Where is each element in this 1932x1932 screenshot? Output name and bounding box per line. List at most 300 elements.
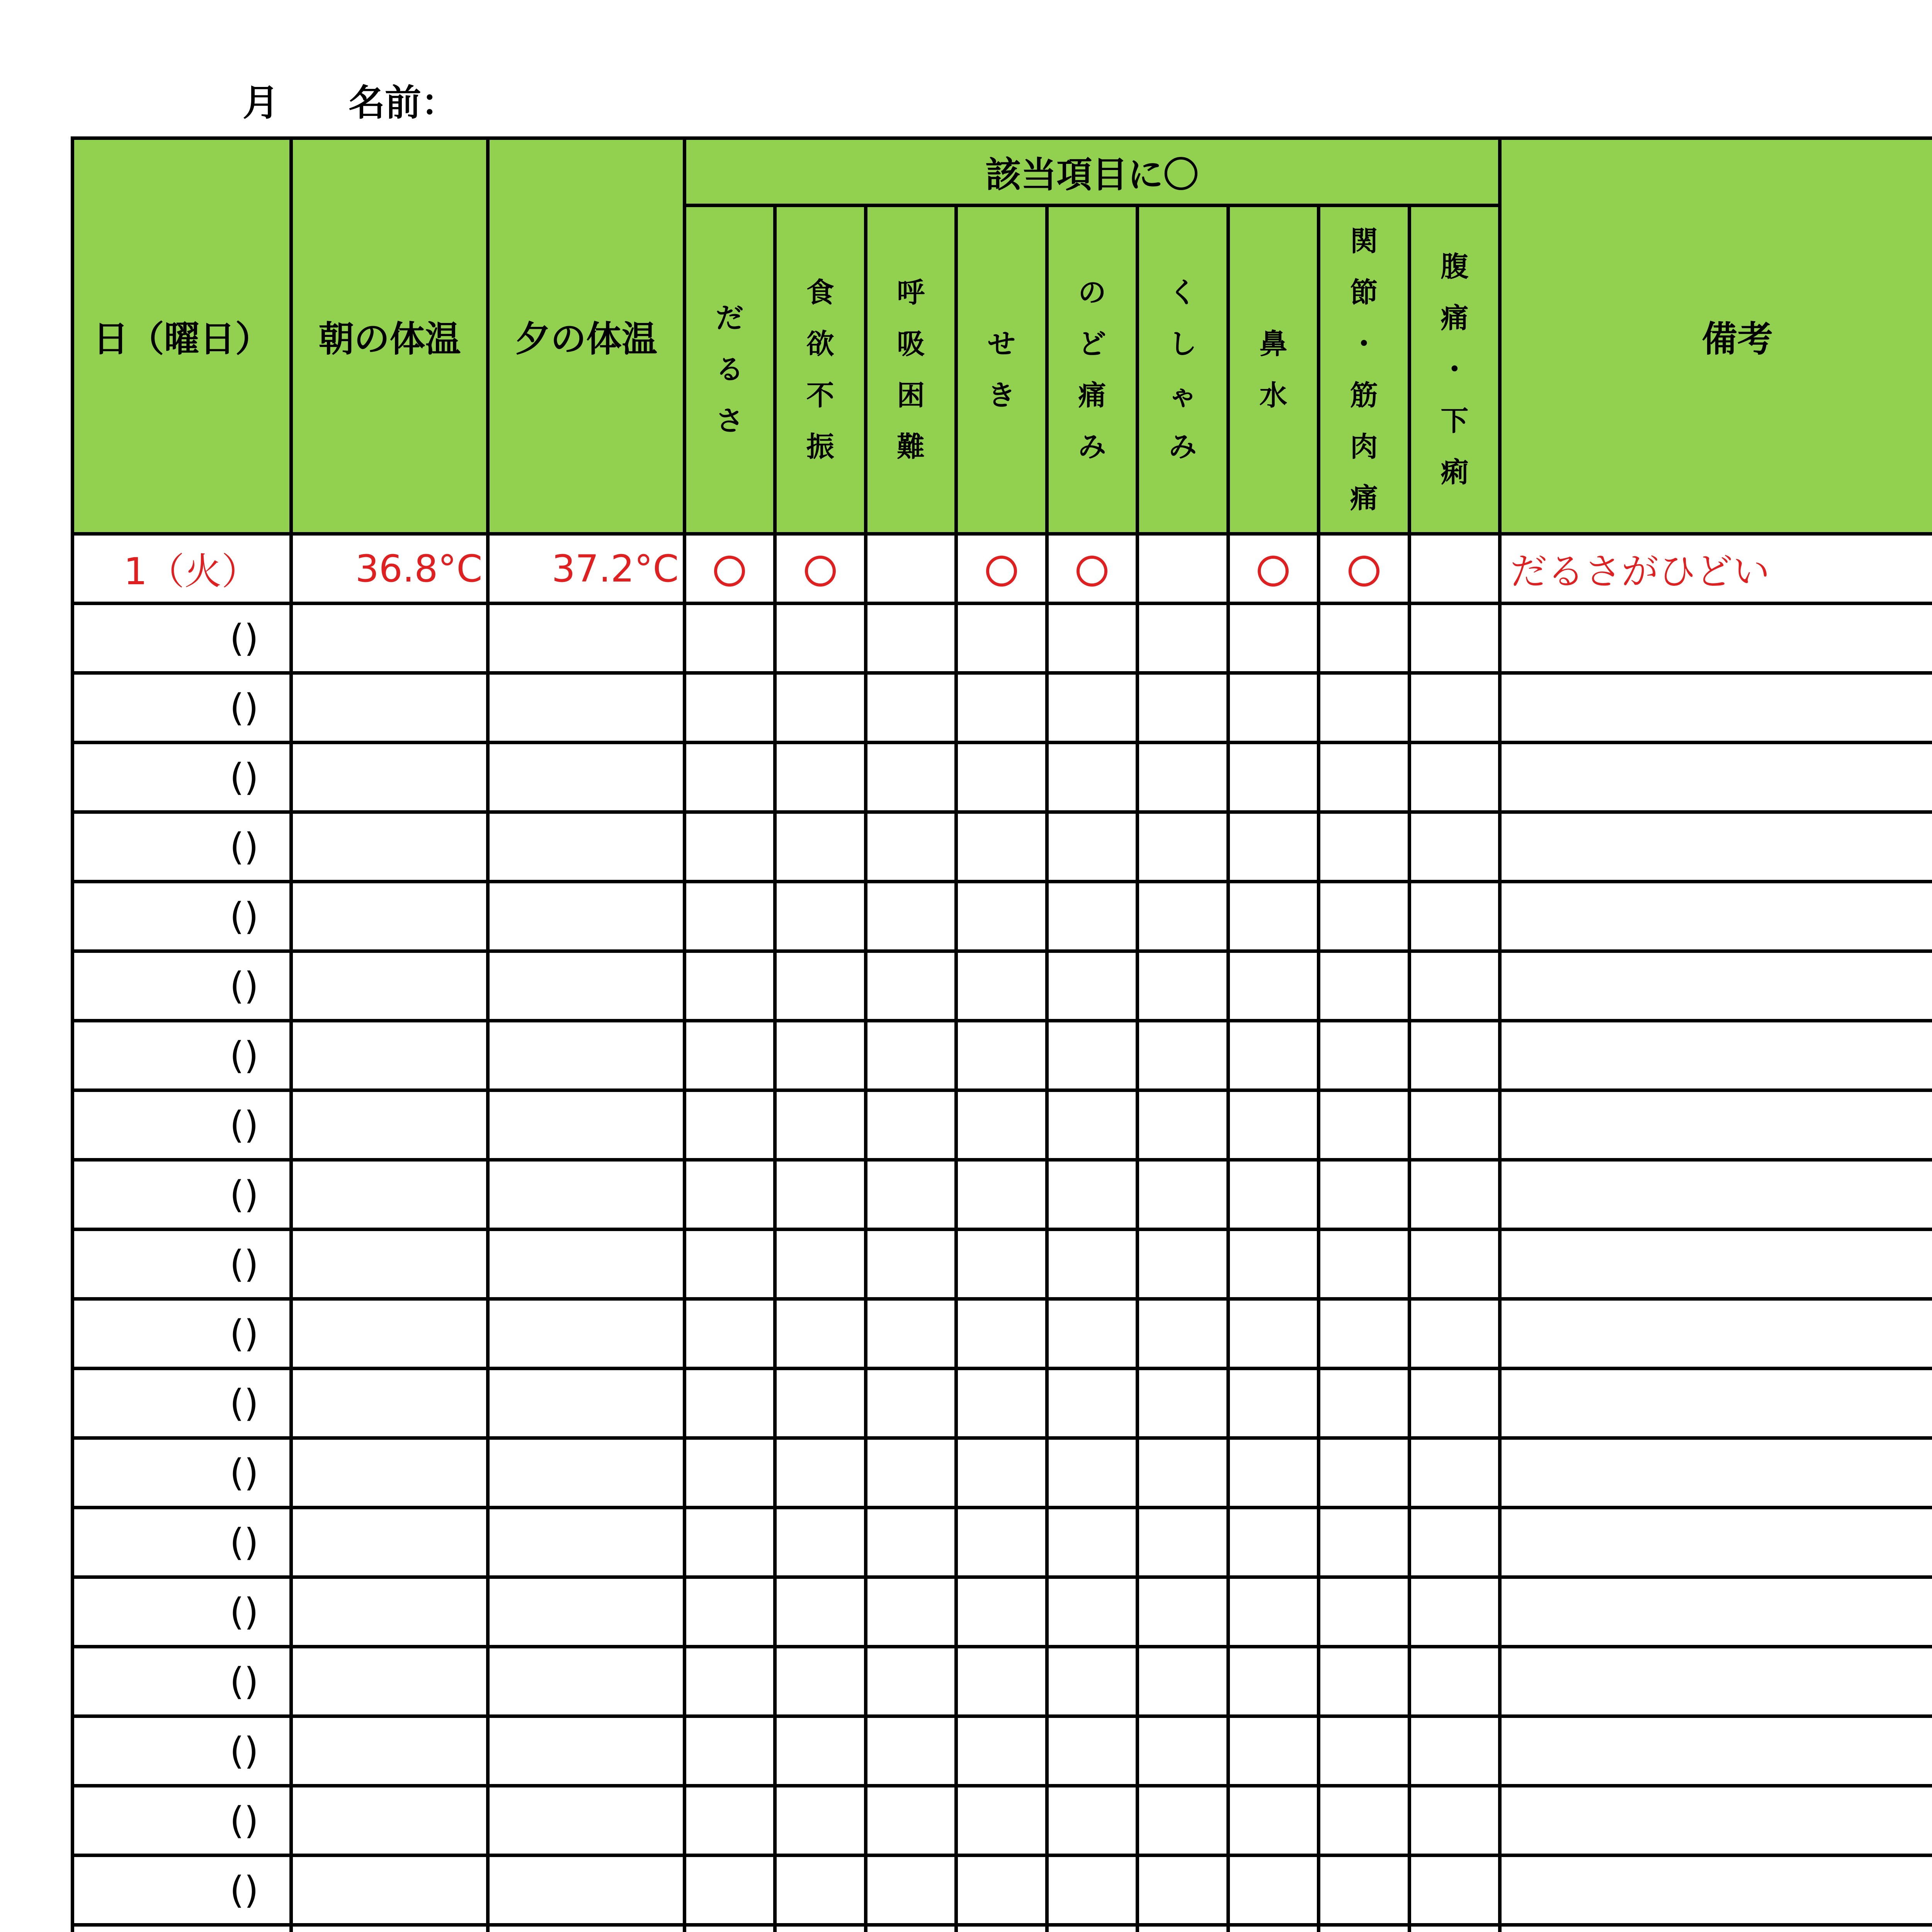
symptom-cell-fatigue[interactable]	[684, 882, 775, 951]
symptom-cell-joint-muscle-pain[interactable]	[1319, 1647, 1410, 1716]
symptom-cell-sore-throat[interactable]	[1047, 1577, 1138, 1647]
symptom-cell-abdominal-pain-diarrhea[interactable]	[1409, 951, 1500, 1021]
symptom-cell-sneeze[interactable]	[1138, 1855, 1228, 1925]
symptom-cell-runny-nose[interactable]	[1228, 812, 1319, 882]
symptom-cell-abdominal-pain-diarrhea[interactable]	[1409, 1021, 1500, 1090]
symptom-header-sore-throat	[1047, 206, 1138, 534]
symptom-cell-cough[interactable]	[956, 1230, 1047, 1299]
symptom-header-abdominal-pain-diarrhea	[1409, 206, 1500, 534]
symptom-header-cough	[956, 206, 1047, 534]
evening-temp-cell[interactable]	[488, 1369, 684, 1438]
symptom-cell-fatigue[interactable]	[684, 1925, 775, 1932]
symptom-cell-loss-of-appetite[interactable]	[775, 743, 866, 812]
evening-temp-cell[interactable]	[488, 673, 684, 743]
evening-temp-cell[interactable]	[488, 812, 684, 882]
morning-temp-cell[interactable]	[291, 812, 488, 882]
remarks-cell[interactable]	[1500, 1090, 1932, 1160]
symptom-char: 下	[1440, 405, 1469, 437]
remarks-cell[interactable]	[1500, 1230, 1932, 1299]
symptom-cell-cough[interactable]	[956, 743, 1047, 812]
symptom-char: 欲	[806, 327, 834, 360]
symptom-cell-sore-throat[interactable]	[1047, 1021, 1138, 1090]
day-cell: ()	[73, 1160, 291, 1230]
symptom-cell-abdominal-pain-diarrhea[interactable]	[1409, 534, 1500, 604]
symptom-cell-joint-muscle-pain[interactable]	[1319, 743, 1410, 812]
symptom-cell-joint-muscle-pain[interactable]	[1319, 1230, 1410, 1299]
symptom-cell-loss-of-appetite[interactable]	[775, 1786, 866, 1855]
morning-temp-cell[interactable]	[291, 1925, 488, 1932]
symptom-cell-joint-muscle-pain[interactable]	[1319, 1508, 1410, 1577]
table-row	[73, 604, 1932, 673]
symptom-group-header: 該当項目に〇	[684, 138, 1500, 206]
table-row	[73, 1090, 1932, 1160]
symptom-cell-abdominal-pain-diarrhea[interactable]	[1409, 812, 1500, 882]
morning-temp-cell[interactable]	[291, 1647, 488, 1716]
evening-temp-cell[interactable]	[488, 1299, 684, 1369]
symptom-cell-sore-throat[interactable]	[1047, 1855, 1138, 1925]
symptom-cell-sneeze[interactable]	[1138, 812, 1228, 882]
evening-temp-cell[interactable]	[488, 1716, 684, 1786]
symptom-cell-cough[interactable]	[956, 1925, 1047, 1932]
symptom-cell-sneeze[interactable]	[1138, 1021, 1228, 1090]
symptom-cell-sore-throat[interactable]	[1047, 1438, 1138, 1508]
symptom-cell-sneeze[interactable]	[1138, 1369, 1228, 1438]
symptom-cell-sore-throat[interactable]	[1047, 1369, 1138, 1438]
day-cell: ()	[73, 882, 291, 951]
day-cell: ()	[73, 1786, 291, 1855]
remarks-cell[interactable]	[1500, 1577, 1932, 1647]
symptom-cell-joint-muscle-pain[interactable]	[1319, 604, 1410, 673]
evening-temp-cell[interactable]	[488, 1508, 684, 1577]
symptom-cell-cough[interactable]	[956, 812, 1047, 882]
symptom-cell-cough[interactable]	[956, 673, 1047, 743]
symptom-cell-sore-throat[interactable]	[1047, 882, 1138, 951]
symptom-char: の	[1078, 276, 1106, 309]
symptom-cell-dyspnea[interactable]	[866, 882, 956, 951]
symptom-cell-dyspnea[interactable]	[866, 1021, 956, 1090]
symptom-cell-sneeze[interactable]	[1138, 1577, 1228, 1647]
remarks-cell[interactable]	[1500, 1369, 1932, 1438]
symptom-cell-dyspnea[interactable]	[866, 1090, 956, 1160]
remarks-cell[interactable]	[1500, 1647, 1932, 1716]
symptom-cell-loss-of-appetite[interactable]	[775, 1925, 866, 1932]
symptom-cell-loss-of-appetite[interactable]	[775, 812, 866, 882]
symptom-cell-loss-of-appetite[interactable]	[775, 1577, 866, 1647]
symptom-cell-cough[interactable]	[956, 604, 1047, 673]
symptom-cell-loss-of-appetite[interactable]	[775, 1160, 866, 1230]
symptom-cell-joint-muscle-pain[interactable]	[1319, 1716, 1410, 1786]
symptom-cell-runny-nose[interactable]	[1228, 1577, 1319, 1647]
remarks-cell[interactable]	[1500, 812, 1932, 882]
symptom-cell-fatigue[interactable]	[684, 1090, 775, 1160]
symptom-cell-fatigue[interactable]	[684, 1160, 775, 1230]
symptom-cell-loss-of-appetite[interactable]	[775, 673, 866, 743]
evening-temp-cell[interactable]	[488, 1647, 684, 1716]
symptom-cell-fatigue[interactable]	[684, 1021, 775, 1090]
day-cell: ()	[73, 1647, 291, 1716]
symptom-cell-loss-of-appetite[interactable]	[775, 1021, 866, 1090]
symptom-cell-joint-muscle-pain[interactable]	[1319, 812, 1410, 882]
table-row	[73, 1855, 1932, 1925]
symptom-cell-abdominal-pain-diarrhea[interactable]	[1409, 1508, 1500, 1577]
symptom-cell-joint-muscle-pain[interactable]	[1319, 1021, 1410, 1090]
symptom-cell-sneeze[interactable]	[1138, 951, 1228, 1021]
symptom-cell-abdominal-pain-diarrhea[interactable]	[1409, 1090, 1500, 1160]
morning-temp-cell[interactable]	[291, 882, 488, 951]
symptom-cell-sore-throat[interactable]	[1047, 1508, 1138, 1577]
morning-temp-cell[interactable]	[291, 1438, 488, 1508]
symptom-cell-cough[interactable]	[956, 1786, 1047, 1855]
symptom-cell-runny-nose[interactable]	[1228, 1716, 1319, 1786]
health-record-table	[71, 136, 1932, 1932]
symptom-cell-dyspnea[interactable]	[866, 1160, 956, 1230]
symptom-cell-dyspnea[interactable]	[866, 743, 956, 812]
symptom-cell-sneeze[interactable]	[1138, 882, 1228, 951]
table-row	[73, 1230, 1932, 1299]
symptom-char: 痢	[1440, 456, 1469, 488]
symptom-cell-dyspnea[interactable]	[866, 1716, 956, 1786]
symptom-cell-sneeze[interactable]	[1138, 604, 1228, 673]
morning-temp-cell[interactable]	[291, 1508, 488, 1577]
symptom-cell-abdominal-pain-diarrhea[interactable]	[1409, 1299, 1500, 1369]
symptom-char: 食	[806, 276, 834, 309]
symptom-cell-dyspnea[interactable]	[866, 1647, 956, 1716]
symptom-cell-fatigue[interactable]	[684, 1438, 775, 1508]
symptom-cell-abdominal-pain-diarrhea[interactable]	[1409, 1786, 1500, 1855]
remarks-cell[interactable]	[1500, 1021, 1932, 1090]
symptom-label	[1259, 318, 1287, 421]
symptom-cell-sneeze[interactable]	[1138, 1925, 1228, 1932]
morning-temp-cell[interactable]	[291, 1369, 488, 1438]
symptom-cell-joint-muscle-pain[interactable]	[1319, 1855, 1410, 1925]
morning-temp-cell[interactable]	[291, 1299, 488, 1369]
morning-temp-cell[interactable]	[291, 743, 488, 812]
evening-temp-cell[interactable]	[488, 1855, 684, 1925]
symptom-cell-cough[interactable]	[956, 1647, 1047, 1716]
circle-mark-icon	[1077, 556, 1107, 587]
symptom-cell-fatigue[interactable]	[684, 534, 775, 604]
remarks-cell[interactable]	[1500, 1438, 1932, 1508]
remarks-cell[interactable]	[1500, 1786, 1932, 1855]
symptom-cell-joint-muscle-pain[interactable]	[1319, 534, 1410, 604]
remarks-cell[interactable]	[1500, 882, 1932, 951]
morning-temp-cell[interactable]	[291, 1855, 488, 1925]
symptom-char: 不	[806, 379, 834, 412]
symptom-cell-runny-nose[interactable]	[1228, 882, 1319, 951]
morning-temp-cell[interactable]	[291, 1160, 488, 1230]
table-row	[73, 951, 1932, 1021]
symptom-cell-sore-throat[interactable]	[1047, 1925, 1138, 1932]
evening-temp-cell[interactable]	[488, 1160, 684, 1230]
symptom-cell-loss-of-appetite[interactable]	[775, 1090, 866, 1160]
symptom-label	[806, 267, 834, 473]
symptom-cell-runny-nose[interactable]	[1228, 1021, 1319, 1090]
symptom-cell-runny-nose[interactable]	[1228, 1786, 1319, 1855]
symptom-cell-abdominal-pain-diarrhea[interactable]	[1409, 1925, 1500, 1932]
evening-temp-cell[interactable]	[488, 1577, 684, 1647]
symptom-cell-dyspnea[interactable]	[866, 1438, 956, 1508]
symptom-cell-sore-throat[interactable]	[1047, 1716, 1138, 1786]
symptom-cell-dyspnea[interactable]	[866, 1925, 956, 1932]
symptom-cell-fatigue[interactable]	[684, 1716, 775, 1786]
symptom-cell-runny-nose[interactable]	[1228, 1855, 1319, 1925]
symptom-cell-cough[interactable]	[956, 882, 1047, 951]
symptom-cell-runny-nose[interactable]	[1228, 743, 1319, 812]
symptom-char: 難	[897, 430, 925, 463]
symptom-cell-joint-muscle-pain[interactable]	[1319, 1577, 1410, 1647]
symptom-char: 肉	[1350, 430, 1378, 463]
day-cell: ()	[73, 673, 291, 743]
symptom-char: く	[1168, 276, 1197, 309]
symptom-cell-sore-throat[interactable]	[1047, 951, 1138, 1021]
symptom-cell-sneeze[interactable]	[1138, 743, 1228, 812]
table-row	[73, 1299, 1932, 1369]
symptom-cell-dyspnea[interactable]	[866, 1855, 956, 1925]
circle-mark-icon	[805, 556, 836, 587]
symptom-cell-fatigue[interactable]	[684, 1299, 775, 1369]
symptom-cell-cough[interactable]	[956, 1299, 1047, 1369]
symptom-cell-abdominal-pain-diarrhea[interactable]	[1409, 1438, 1500, 1508]
symptom-cell-dyspnea[interactable]	[866, 812, 956, 882]
symptom-cell-dyspnea[interactable]	[866, 673, 956, 743]
symptom-cell-fatigue[interactable]	[684, 812, 775, 882]
symptom-cell-abdominal-pain-diarrhea[interactable]	[1409, 1160, 1500, 1230]
symptom-cell-sneeze[interactable]	[1138, 1716, 1228, 1786]
symptom-cell-cough[interactable]	[956, 1508, 1047, 1577]
symptom-cell-dyspnea[interactable]	[866, 1230, 956, 1299]
symptom-cell-sneeze[interactable]	[1138, 673, 1228, 743]
day-cell: ()	[73, 1021, 291, 1090]
evening-temp-cell[interactable]	[488, 951, 684, 1021]
symptom-cell-sore-throat[interactable]	[1047, 534, 1138, 604]
symptom-cell-sore-throat[interactable]	[1047, 1090, 1138, 1160]
symptom-cell-runny-nose[interactable]	[1228, 1647, 1319, 1716]
symptom-cell-dyspnea[interactable]	[866, 604, 956, 673]
symptom-cell-loss-of-appetite[interactable]	[775, 1716, 866, 1786]
symptom-cell-abdominal-pain-diarrhea[interactable]	[1409, 1230, 1500, 1299]
symptom-cell-abdominal-pain-diarrhea[interactable]	[1409, 604, 1500, 673]
symptom-cell-abdominal-pain-diarrhea[interactable]	[1409, 882, 1500, 951]
symptom-cell-abdominal-pain-diarrhea[interactable]	[1409, 1369, 1500, 1438]
symptom-header-fatigue	[684, 206, 775, 534]
symptom-cell-fatigue[interactable]	[684, 951, 775, 1021]
symptom-cell-sneeze[interactable]	[1138, 1090, 1228, 1160]
symptom-label	[988, 318, 1015, 421]
symptom-cell-fatigue[interactable]	[684, 1855, 775, 1925]
remarks-cell[interactable]	[1500, 673, 1932, 743]
day-cell: ()	[73, 1369, 291, 1438]
symptom-cell-sore-throat[interactable]	[1047, 673, 1138, 743]
symptom-cell-dyspnea[interactable]	[866, 1508, 956, 1577]
remarks-cell[interactable]	[1500, 1925, 1932, 1932]
symptom-cell-abdominal-pain-diarrhea[interactable]	[1409, 1855, 1500, 1925]
symptom-cell-sore-throat[interactable]	[1047, 604, 1138, 673]
symptom-cell-runny-nose[interactable]	[1228, 1160, 1319, 1230]
symptom-cell-joint-muscle-pain[interactable]	[1319, 951, 1410, 1021]
symptom-label	[716, 293, 743, 447]
symptom-cell-runny-nose[interactable]	[1228, 1369, 1319, 1438]
symptom-cell-runny-nose[interactable]	[1228, 1925, 1319, 1932]
symptom-cell-cough[interactable]	[956, 1090, 1047, 1160]
symptom-cell-cough[interactable]	[956, 1716, 1047, 1786]
symptom-char: 振	[806, 430, 834, 463]
evening-temp-cell[interactable]	[488, 1090, 684, 1160]
symptom-cell-sneeze[interactable]	[1138, 1438, 1228, 1508]
remarks-cell[interactable]	[1500, 951, 1932, 1021]
morning-temp-cell[interactable]	[291, 1230, 488, 1299]
symptom-cell-fatigue[interactable]	[684, 604, 775, 673]
symptom-cell-sore-throat[interactable]	[1047, 1786, 1138, 1855]
symptom-cell-runny-nose[interactable]	[1228, 1438, 1319, 1508]
symptom-cell-cough[interactable]	[956, 1369, 1047, 1438]
symptom-cell-sneeze[interactable]	[1138, 1647, 1228, 1716]
symptom-cell-fatigue[interactable]	[684, 1369, 775, 1438]
symptom-char: せ	[987, 327, 1015, 360]
symptom-cell-joint-muscle-pain[interactable]	[1319, 882, 1410, 951]
day-cell: ()	[73, 1299, 291, 1369]
remarks-cell[interactable]	[1500, 604, 1932, 673]
day-cell: 1（火）	[73, 534, 291, 604]
evening-temp-cell[interactable]	[488, 604, 684, 673]
symptom-cell-abdominal-pain-diarrhea[interactable]	[1409, 743, 1500, 812]
symptom-cell-fatigue[interactable]	[684, 673, 775, 743]
symptom-cell-sneeze[interactable]	[1138, 1160, 1228, 1230]
symptom-cell-dyspnea[interactable]	[866, 1577, 956, 1647]
symptom-cell-cough[interactable]	[956, 1160, 1047, 1230]
morning-temp-cell[interactable]	[291, 1716, 488, 1786]
symptom-cell-cough[interactable]	[956, 1577, 1047, 1647]
symptom-cell-joint-muscle-pain[interactable]	[1319, 1438, 1410, 1508]
symptom-cell-joint-muscle-pain[interactable]	[1319, 1925, 1410, 1932]
morning-temp-cell[interactable]	[291, 1021, 488, 1090]
symptom-cell-runny-nose[interactable]	[1228, 534, 1319, 604]
symptom-cell-abdominal-pain-diarrhea[interactable]	[1409, 673, 1500, 743]
morning-temp-cell[interactable]	[291, 673, 488, 743]
symptom-cell-runny-nose[interactable]	[1228, 951, 1319, 1021]
symptom-cell-loss-of-appetite[interactable]	[775, 1508, 866, 1577]
symptom-cell-loss-of-appetite[interactable]	[775, 882, 866, 951]
symptom-char: み	[1078, 430, 1106, 463]
table-row	[73, 812, 1932, 882]
symptom-char: さ	[716, 405, 744, 437]
symptom-cell-sore-throat[interactable]	[1047, 1299, 1138, 1369]
symptom-cell-sore-throat[interactable]	[1047, 743, 1138, 812]
evening-temp-cell[interactable]	[488, 1438, 684, 1508]
symptom-cell-loss-of-appetite[interactable]	[775, 951, 866, 1021]
symptom-cell-fatigue[interactable]	[684, 743, 775, 812]
remarks-cell[interactable]	[1500, 1508, 1932, 1577]
evening-temp-cell[interactable]	[488, 1786, 684, 1855]
symptom-cell-cough[interactable]	[956, 1021, 1047, 1090]
symptom-cell-fatigue[interactable]	[684, 1577, 775, 1647]
symptom-cell-sore-throat[interactable]	[1047, 812, 1138, 882]
symptom-cell-sneeze[interactable]	[1138, 1230, 1228, 1299]
symptom-cell-loss-of-appetite[interactable]	[775, 1230, 866, 1299]
symptom-cell-sore-throat[interactable]	[1047, 1230, 1138, 1299]
evening-temp-cell[interactable]	[488, 1230, 684, 1299]
symptom-cell-fatigue[interactable]	[684, 1647, 775, 1716]
morning-temp-cell[interactable]	[291, 1090, 488, 1160]
symptom-cell-sore-throat[interactable]	[1047, 1160, 1138, 1230]
symptom-cell-loss-of-appetite[interactable]	[775, 1369, 866, 1438]
symptom-cell-runny-nose[interactable]	[1228, 1508, 1319, 1577]
symptom-cell-loss-of-appetite[interactable]	[775, 534, 866, 604]
remarks-cell[interactable]	[1500, 743, 1932, 812]
day-cell: ()	[73, 1508, 291, 1577]
symptom-cell-joint-muscle-pain[interactable]	[1319, 673, 1410, 743]
remarks-cell[interactable]	[1500, 1299, 1932, 1369]
symptom-cell-dyspnea[interactable]	[866, 1786, 956, 1855]
symptom-cell-abdominal-pain-diarrhea[interactable]	[1409, 1647, 1500, 1716]
symptom-cell-loss-of-appetite[interactable]	[775, 1647, 866, 1716]
morning-temp-cell[interactable]	[291, 1577, 488, 1647]
symptom-cell-sneeze[interactable]	[1138, 1299, 1228, 1369]
morning-temp-cell[interactable]	[291, 1786, 488, 1855]
symptom-cell-dyspnea[interactable]	[866, 1369, 956, 1438]
symptom-cell-runny-nose[interactable]	[1228, 1090, 1319, 1160]
remarks-cell[interactable]	[1500, 1855, 1932, 1925]
symptom-cell-abdominal-pain-diarrhea[interactable]	[1409, 1716, 1500, 1786]
evening-temp-cell[interactable]: 37.2°C	[488, 534, 684, 604]
symptom-char: 水	[1259, 379, 1287, 412]
symptom-cell-sneeze[interactable]	[1138, 1786, 1228, 1855]
evening-temp-cell[interactable]	[488, 1925, 684, 1932]
evening-temp-cell[interactable]	[488, 743, 684, 812]
symptom-cell-joint-muscle-pain[interactable]	[1319, 1369, 1410, 1438]
symptom-cell-sore-throat[interactable]	[1047, 1647, 1138, 1716]
remarks-cell[interactable]	[1500, 1160, 1932, 1230]
symptom-cell-joint-muscle-pain[interactable]	[1319, 1299, 1410, 1369]
symptom-cell-fatigue[interactable]	[684, 1508, 775, 1577]
symptom-char: 関	[1350, 224, 1378, 257]
remarks-cell[interactable]: だるさがひどい	[1500, 534, 1932, 604]
symptom-cell-runny-nose[interactable]	[1228, 673, 1319, 743]
symptom-cell-dyspnea[interactable]	[866, 534, 956, 604]
symptom-cell-abdominal-pain-diarrhea[interactable]	[1409, 1577, 1500, 1647]
remarks-header: 備考	[1500, 138, 1932, 534]
remarks-cell[interactable]	[1500, 1716, 1932, 1786]
symptom-cell-dyspnea[interactable]	[866, 951, 956, 1021]
evening-temp-cell[interactable]	[488, 882, 684, 951]
symptom-cell-loss-of-appetite[interactable]	[775, 1438, 866, 1508]
symptom-cell-dyspnea[interactable]	[866, 1299, 956, 1369]
evening-temp-cell[interactable]	[488, 1021, 684, 1090]
morning-temp-cell[interactable]: 36.8°C	[291, 534, 488, 604]
symptom-cell-loss-of-appetite[interactable]	[775, 1299, 866, 1369]
symptom-cell-cough[interactable]	[956, 1855, 1047, 1925]
symptom-char: 筋	[1350, 379, 1378, 412]
morning-temp-cell[interactable]	[291, 604, 488, 673]
symptom-cell-runny-nose[interactable]	[1228, 1299, 1319, 1369]
symptom-cell-loss-of-appetite[interactable]	[775, 604, 866, 673]
name-label: 名前：	[349, 82, 458, 124]
symptom-cell-runny-nose[interactable]	[1228, 1230, 1319, 1299]
symptom-cell-joint-muscle-pain[interactable]	[1319, 1786, 1410, 1855]
symptom-cell-cough[interactable]	[956, 1438, 1047, 1508]
symptom-cell-joint-muscle-pain[interactable]	[1319, 1090, 1410, 1160]
symptom-cell-cough[interactable]	[956, 534, 1047, 604]
symptom-cell-runny-nose[interactable]	[1228, 604, 1319, 673]
symptom-cell-sneeze[interactable]	[1138, 534, 1228, 604]
symptom-cell-sneeze[interactable]	[1138, 1508, 1228, 1577]
morning-temp-cell[interactable]	[291, 951, 488, 1021]
symptom-cell-fatigue[interactable]	[684, 1786, 775, 1855]
symptom-char: だ	[716, 302, 744, 334]
symptom-cell-loss-of-appetite[interactable]	[775, 1855, 866, 1925]
symptom-cell-cough[interactable]	[956, 951, 1047, 1021]
symptom-cell-fatigue[interactable]	[684, 1230, 775, 1299]
symptom-cell-joint-muscle-pain[interactable]	[1319, 1160, 1410, 1230]
